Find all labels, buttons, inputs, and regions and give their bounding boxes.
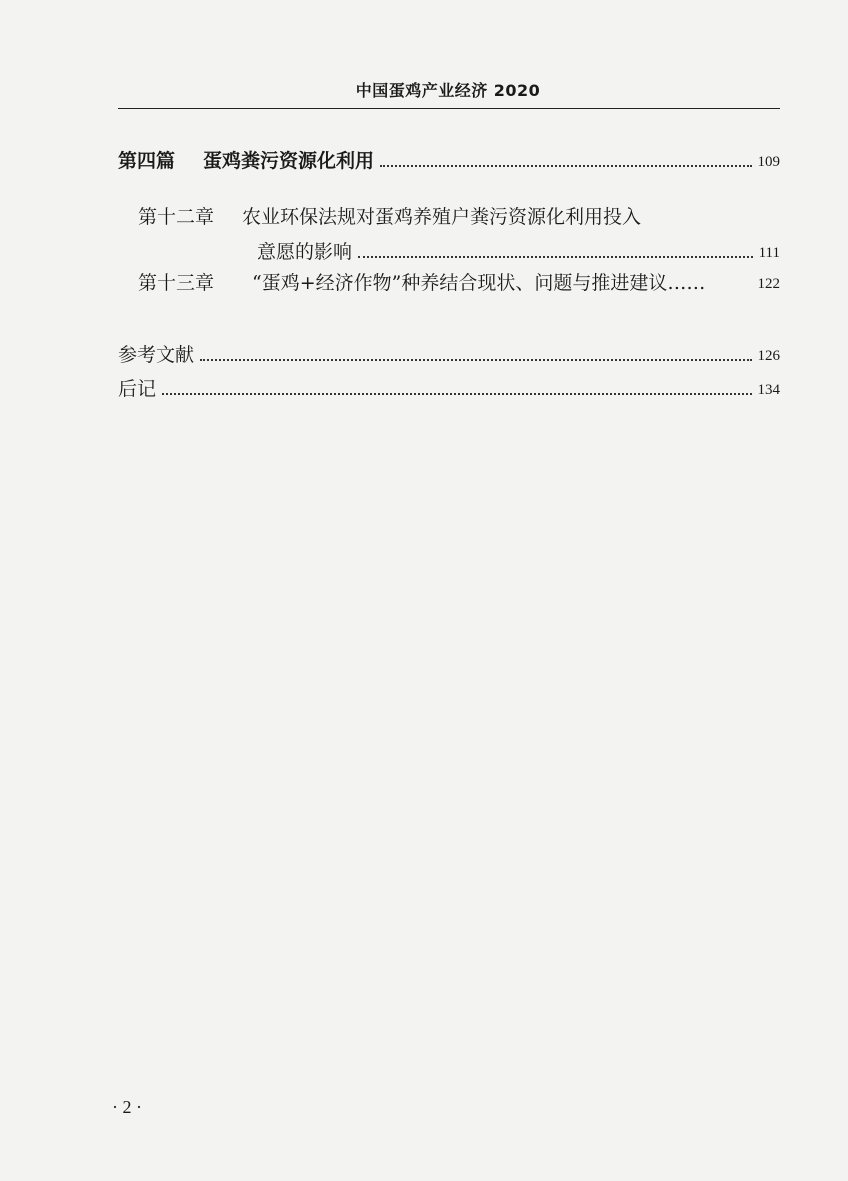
ch13-title: “蛋鸡+经济作物”种养结合现状、问题与推进建议…… [252,272,706,294]
leader-dots [358,256,753,258]
ch12-number: 第十二章 [138,206,215,228]
ch13-page: 122 [757,276,780,292]
part4-title: 蛋鸡粪污资源化利用 [203,150,375,172]
leader-dots [380,165,751,167]
afterword-title: 后记 [118,378,157,400]
toc-entry-part4[interactable] [118,150,780,172]
part4-number: 第四篇 [118,150,176,172]
leader-dots [200,359,751,361]
page-number: · 2 · [112,1097,142,1117]
running-header: 中国蛋鸡产业经济 2020 [355,81,541,100]
toc-entry-afterword[interactable] [118,378,780,400]
ch12-page: 111 [758,245,780,261]
references-page: 126 [757,348,780,364]
references-title: 参考文献 [118,344,195,366]
ch13-number: 第十三章 [138,272,215,294]
toc-entry-references[interactable] [118,344,780,366]
ch12-title-line1: 农业环保法规对蛋鸡养殖户粪污资源化利用投入 [242,206,642,228]
toc-entry-ch12-line2[interactable] [257,241,780,263]
leader-dots [162,393,751,395]
part4-page: 109 [757,154,780,170]
toc-entry-ch12-line1[interactable] [138,206,641,228]
ch12-title-line2: 意愿的影响 [257,241,353,263]
afterword-page: 134 [757,382,780,398]
header-rule [118,108,780,109]
toc-entry-ch13[interactable] [138,272,780,294]
